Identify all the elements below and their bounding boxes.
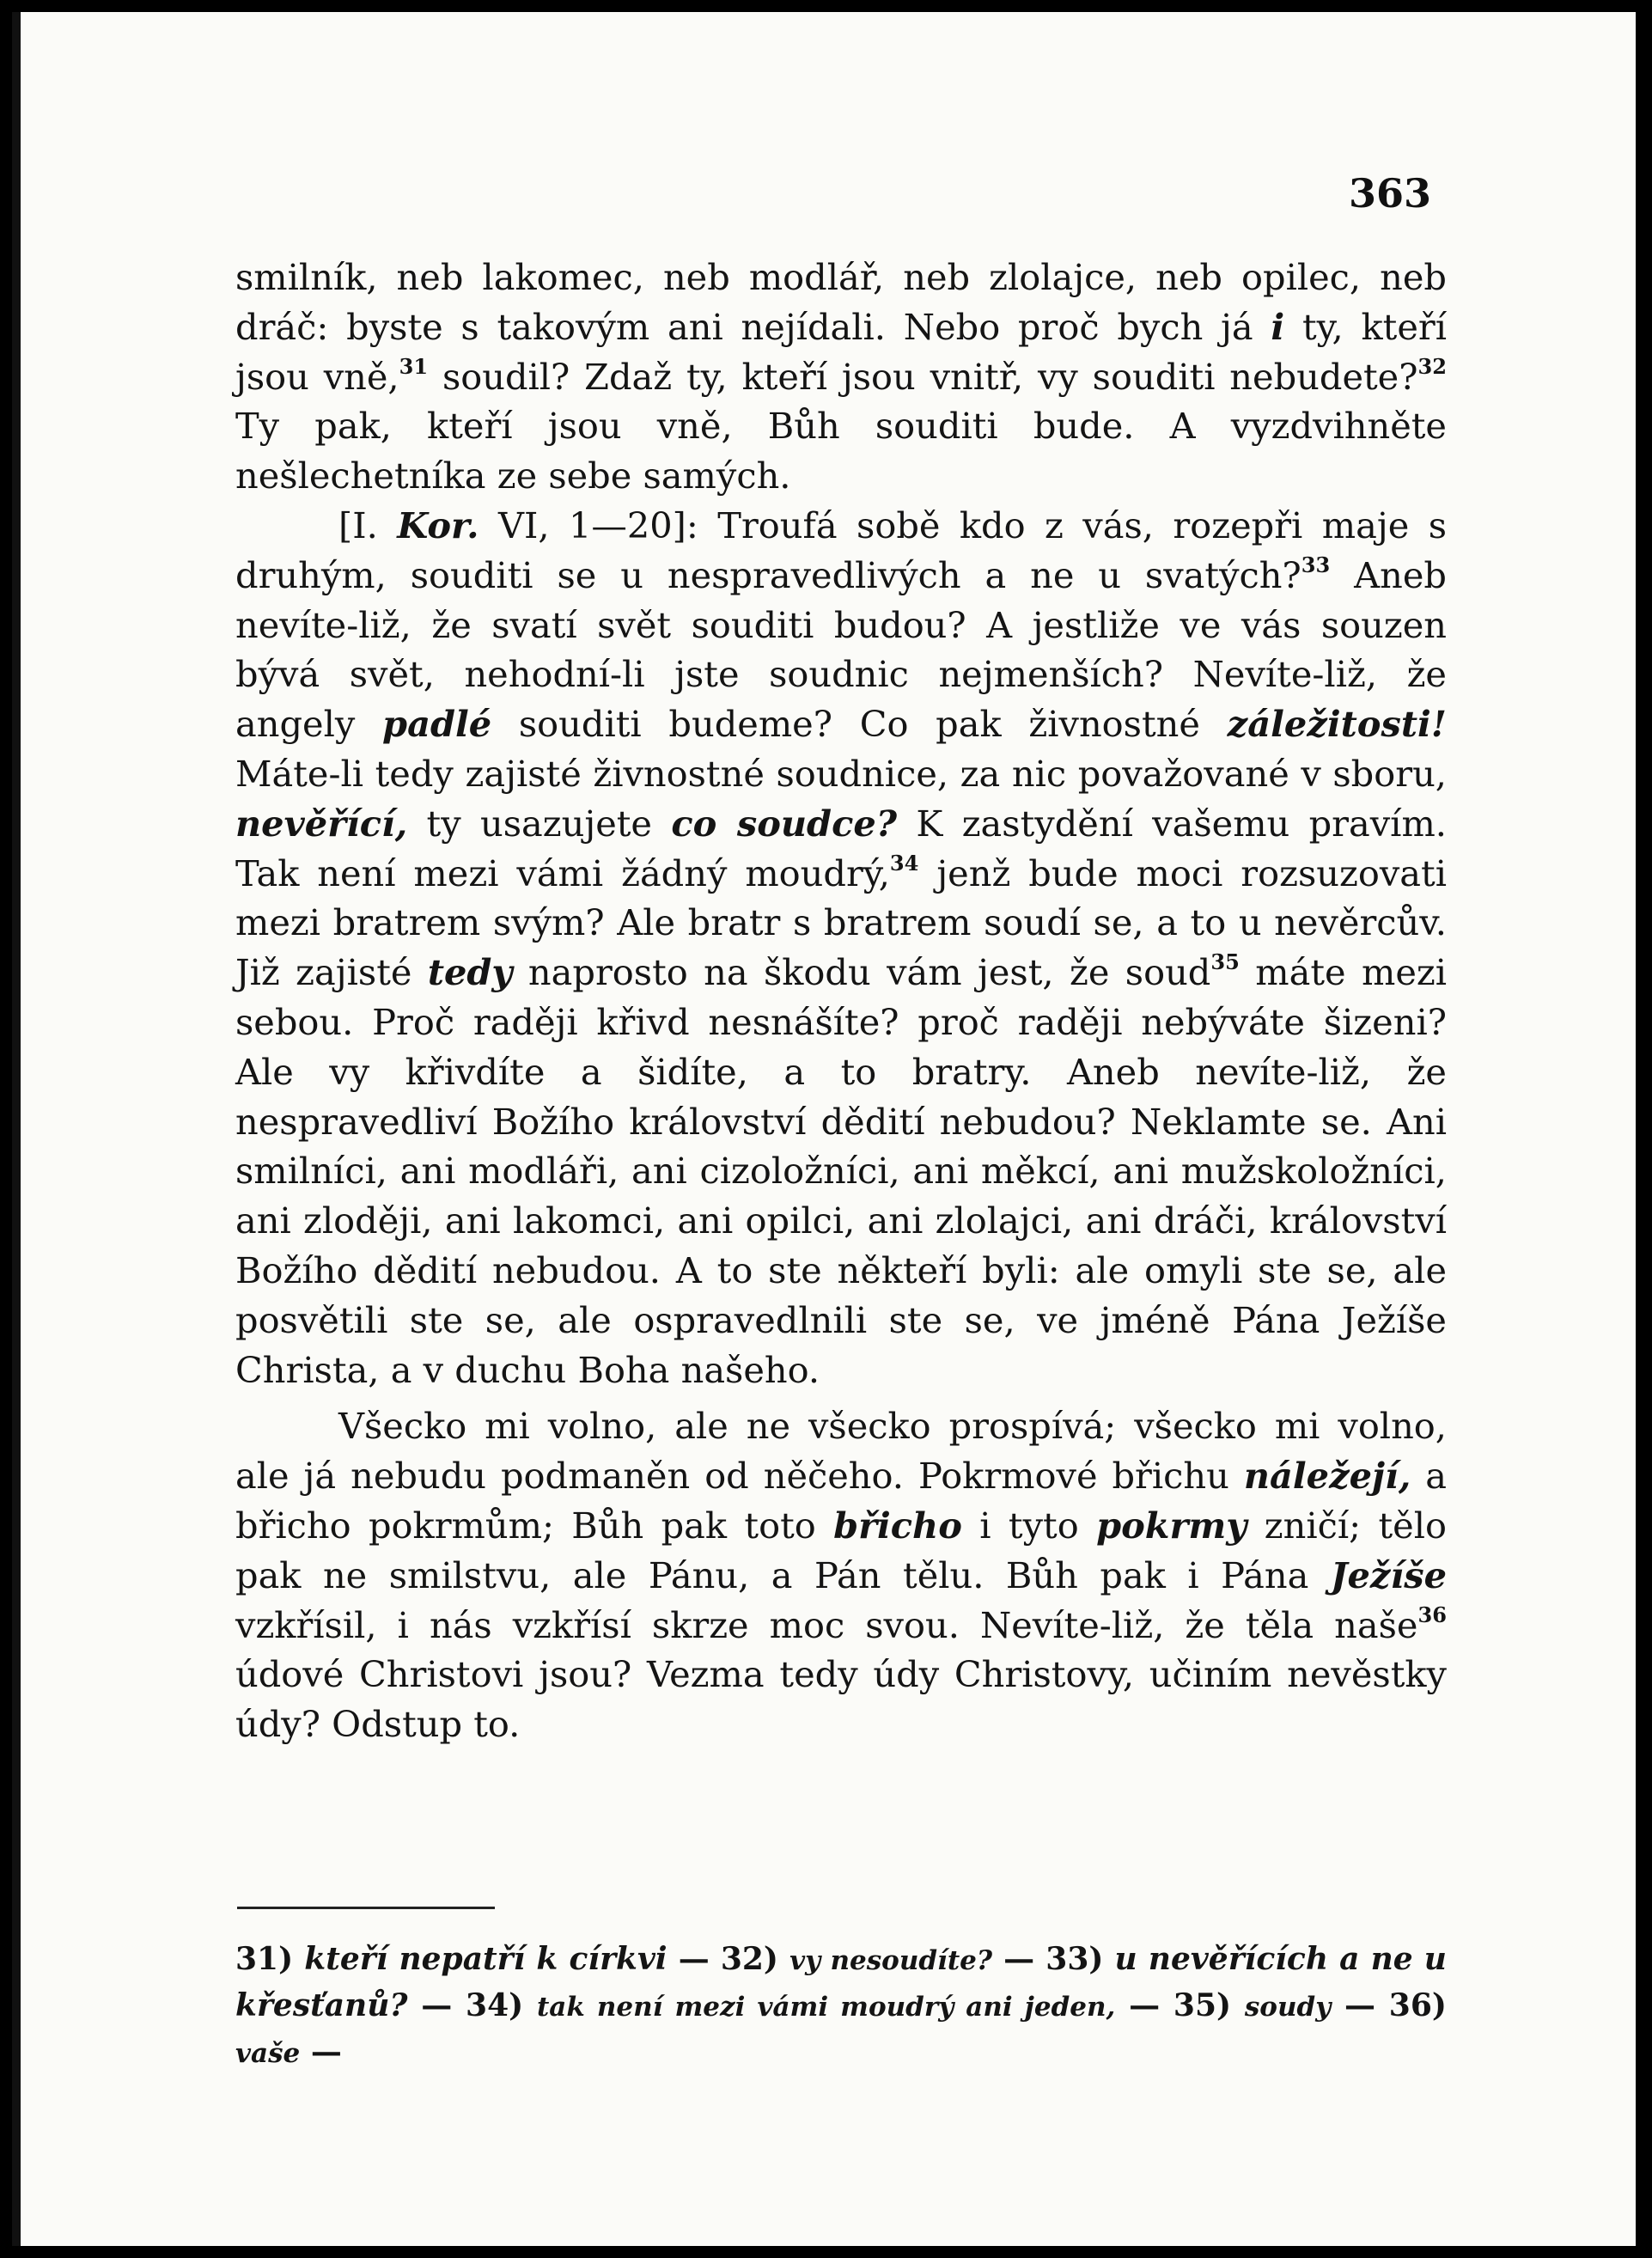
- text-run: Máte-li tedy zajisté živnostné soudnice, za nic považované v sboru,: [235, 752, 1447, 795]
- footnote-number: 31): [235, 1941, 294, 1977]
- text-run: Všecko mi volno, ale ne všecko prospívá; všecko mi volno, ale já nebudu podmaněn od něčeho. Pokrmové břichu: [235, 1405, 1447, 1498]
- footnote-rule: [237, 1907, 495, 1909]
- footnote-ref: 33: [1301, 552, 1331, 577]
- text-run: údové Christovi jsou? Vezma tedy údy Christovy, učiním nevěstky údy? Odstup to.: [235, 1653, 1447, 1746]
- footnote-ref: 34: [889, 850, 919, 876]
- footnote-text: u nevěřících a ne u křesťanů?: [235, 1941, 1447, 2023]
- paragraph-3: [235, 1401, 1447, 1749]
- footnote-separator: —: [1003, 1941, 1035, 1977]
- footnote-number: 34): [466, 1987, 524, 2023]
- text-run: jenž bude moci rozsuzovati mezi bratrem svým? Ale bratr s bratrem soudí se, a to u nevěrcův. Již zajisté: [235, 851, 1447, 994]
- fraktur-word: Ježíše: [1330, 1553, 1447, 1596]
- fraktur-word: padlé: [382, 703, 492, 746]
- footnote-number: 33): [1045, 1941, 1104, 1977]
- footnote-ref: 31: [399, 353, 429, 379]
- text-run: souditi budeme? Co pak živnostné: [491, 703, 1228, 746]
- footnote-ref: 36: [1417, 1602, 1447, 1627]
- fraktur-word: pokrmy: [1096, 1504, 1247, 1547]
- text-run: vzkřísil, i nás vzkřísí skrze moc svou. Nevíte-liž, že těla naše: [235, 1603, 1418, 1646]
- footnote-block: [235, 1937, 1447, 2076]
- text-run: soudil? Zdaž ty, kteří jsou vnitř, vy souditi nebudete?: [428, 355, 1418, 398]
- footnote-text: soudy: [1244, 1992, 1332, 2023]
- text-run: Aneb nevíte-liž, že svatí svět souditi budou? A jestliže ve vás souzen bývá svět, nehodní-li jste soudnic nejmenších? Nevíte-liž, že angely: [235, 553, 1447, 746]
- footnote-text: tak není mezi vámi moudrý ani jeden,: [536, 1992, 1116, 2023]
- text-run: naprosto na škodu vám jest, že soud: [512, 951, 1211, 994]
- footnotes: [235, 1937, 1447, 2076]
- fraktur-word: Kor.: [397, 503, 479, 546]
- footnote-separator: —: [678, 1941, 710, 1977]
- paragraph-1: [235, 253, 1447, 501]
- fraktur-word: náležejí,: [1243, 1455, 1411, 1498]
- text-run: ty usazujete: [407, 802, 672, 845]
- text-run: Ty pak, kteří jsou vně, Bůh souditi bude. A vyzdvihněte nešlechetníka ze sebe samých.: [235, 405, 1447, 497]
- text-run: zničí; tělo pak ne smilstvu, ale Pánu, a Pán tělu. Bůh pak i Pána: [235, 1504, 1447, 1596]
- fraktur-word: nevěřící,: [235, 802, 408, 845]
- fraktur-word: záležitosti!: [1227, 703, 1447, 746]
- text-run: ty, kteří jsou vně,: [235, 305, 1447, 398]
- fraktur-word: co soudce?: [671, 802, 898, 845]
- text-run: K zastydění vašemu pravím. Tak není mezi vámi žádný moudrý,: [235, 802, 1447, 894]
- italic-word: i: [1271, 305, 1285, 348]
- text-run: máte mezi sebou. Proč raději křivd nesnášíte? proč raději nebýváte šizeni? Ale vy křivdíte a šidíte, a to bratry. Aneb nevíte-liž, že nespravedliví Božího království dědití nebudou? Neklamte se. Ani smilníci, ani modláři, ani cizoložníci, ani měkcí, ani mužskoložníci, ani zloději, ani lakomci, ani opilci, ani zlolajci, ani dráči, království Božího dědití nebudou. A to ste někteří byli: ale omyli ste se, ale posvětili ste se, ale ospravedlnili ste se, ve jméně Pána Ježíše Christa, a v duchu Boha našeho.: [235, 951, 1448, 1391]
- text-run: smilník, neb lakomec, neb modlář, neb zlolajce, neb opilec, neb dráč: byste s takovým ani nejídali. Nebo proč bych já: [235, 256, 1447, 348]
- footnote-number: 35): [1173, 1987, 1232, 2023]
- text-run: [I.: [338, 503, 398, 546]
- paragraph-2: [235, 501, 1447, 1394]
- footnote-ref: 32: [1417, 353, 1447, 379]
- fraktur-word: břicho: [833, 1504, 962, 1547]
- footnote-text: kteří nepatří k církvi: [304, 1941, 668, 1977]
- italic-word: tedy: [427, 951, 513, 994]
- page-number: 363: [1349, 170, 1432, 217]
- footnote-number: 32): [720, 1941, 778, 1977]
- text-run: a břicho pokrmům; Bůh pak toto: [235, 1455, 1447, 1547]
- footnote-text: vaše: [235, 2038, 301, 2069]
- footnote-ref: 35: [1210, 949, 1240, 975]
- footnote-separator: —: [1129, 1987, 1161, 2023]
- main-text: [235, 253, 1447, 1749]
- footnote-number: 36): [1388, 1987, 1447, 2023]
- footnote-separator: —: [310, 2034, 342, 2070]
- footnote-separator: —: [421, 1987, 453, 2023]
- text-run: i tyto: [961, 1504, 1097, 1547]
- text-run: VI, 1—20]: Troufá sobě kdo z vás, rozepři maje s druhým, souditi se u nespravedlivých a ne u svatých?: [235, 503, 1448, 596]
- book-page: [12, 12, 1636, 2246]
- footnote-separator: —: [1344, 1987, 1375, 2023]
- footnote-text: vy nesoudíte?: [789, 1945, 993, 1976]
- page-left-border: [12, 12, 21, 2246]
